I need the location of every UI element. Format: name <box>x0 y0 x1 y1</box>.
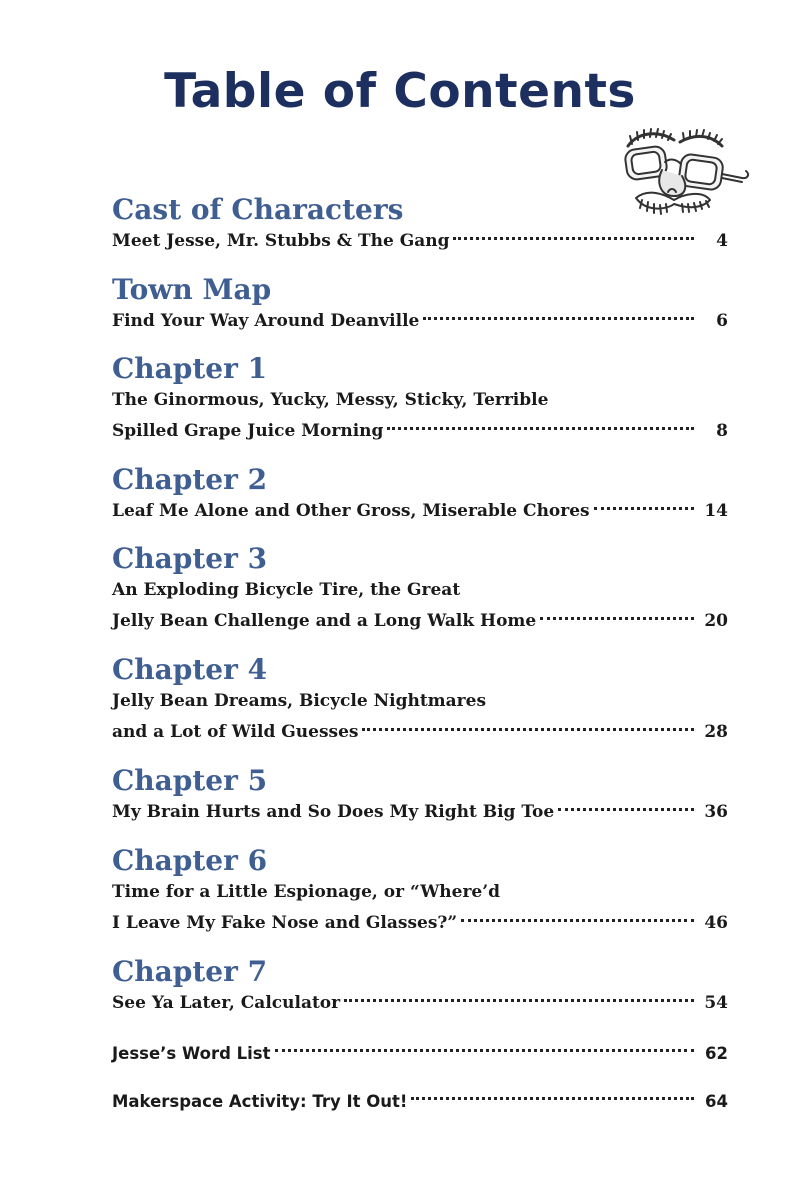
dot-leader <box>362 727 694 731</box>
toc-entry-subtitle: Find Your Way Around Deanville <box>112 311 420 331</box>
toc-entry <box>112 464 728 527</box>
dot-leader <box>411 1096 694 1100</box>
page-number: 54 <box>704 993 728 1013</box>
toc-entry-line <box>112 1086 728 1117</box>
toc-entry <box>112 353 728 447</box>
toc-entry <box>112 194 728 257</box>
toc-entry-subtitle-line: An Exploding Bicycle Tire, the Great <box>112 580 461 600</box>
toc-entry-subtitle: and a Lot of Wild Guesses <box>112 722 359 742</box>
toc-entry-subtitle: My Brain Hurts and So Does My Right Big Toe <box>112 802 555 822</box>
toc-entry-heading: Chapter 3 <box>112 542 268 575</box>
page-number: 64 <box>705 1092 728 1111</box>
dot-leader <box>275 1048 694 1052</box>
toc-entry-subtitle-line: Jelly Bean Dreams, Bicycle Nightmares <box>112 691 487 711</box>
dot-leader <box>540 616 694 620</box>
toc-entry-heading: Town Map <box>112 273 272 306</box>
page-number: 4 <box>716 231 728 251</box>
toc-entry-heading: Chapter 1 <box>112 352 268 385</box>
toc-entry-line <box>112 606 728 637</box>
toc-entry-heading: Cast of Characters <box>112 193 404 226</box>
toc-entry <box>112 845 728 939</box>
toc-backmatter-label: Makerspace Activity: Try It Out! <box>112 1092 408 1111</box>
toc-entry-heading: Chapter 5 <box>112 764 268 797</box>
toc-backmatter-label: Jesse’s Word List <box>112 1044 271 1063</box>
toc-entry-heading: Chapter 2 <box>112 463 268 496</box>
page-number: 6 <box>716 311 728 331</box>
toc-entry-subtitle: Leaf Me Alone and Other Gross, Miserable Chores <box>112 501 590 521</box>
toc-backmatter-entry <box>112 1038 728 1069</box>
toc-entry-line <box>112 797 728 828</box>
page-number: 36 <box>704 802 728 822</box>
toc-entry-heading: Chapter 4 <box>112 653 268 686</box>
page-number: 14 <box>704 501 728 521</box>
toc-entry-subtitle: I Leave My Fake Nose and Glasses?” <box>112 913 458 933</box>
toc-entry-subtitle-line: Time for a Little Espionage, or “Where’d <box>112 882 501 902</box>
toc-entry-line <box>112 717 728 748</box>
toc-entry-line <box>112 496 728 527</box>
dot-leader <box>461 918 694 922</box>
dot-leader <box>453 236 694 240</box>
toc-entry-subtitle: Spilled Grape Juice Morning <box>112 421 384 441</box>
toc-entry-heading: Chapter 7 <box>112 955 268 988</box>
toc-entry-subtitle-line: The Ginormous, Yucky, Messy, Sticky, Terrible <box>112 390 549 410</box>
toc-entry-line <box>112 1038 728 1069</box>
toc-entry-line <box>112 226 728 257</box>
page-number: 62 <box>705 1044 728 1063</box>
dot-leader <box>423 316 694 320</box>
toc-entry-subtitle: Meet Jesse, Mr. Stubbs & The Gang <box>112 231 450 251</box>
toc-entry-subtitle: See Ya Later, Calculator <box>112 993 341 1013</box>
dot-leader <box>344 998 694 1002</box>
toc-entry <box>112 654 728 748</box>
page-number: 8 <box>716 421 728 441</box>
page-number: 28 <box>704 722 728 742</box>
toc-entry-heading: Chapter 6 <box>112 844 268 877</box>
dot-leader <box>558 807 694 811</box>
dot-leader <box>594 506 694 510</box>
toc-entry <box>112 956 728 1019</box>
toc-entry-line <box>112 988 728 1019</box>
toc-backmatter-entry <box>112 1086 728 1117</box>
toc-entry <box>112 543 728 637</box>
toc-entry-subtitle: Jelly Bean Challenge and a Long Walk Home <box>112 611 537 631</box>
page-number: 46 <box>704 913 728 933</box>
page-title: Table of Contents <box>164 64 636 119</box>
toc-entry <box>112 765 728 828</box>
dot-leader <box>387 426 694 430</box>
toc-entry-line <box>112 416 728 447</box>
page-number: 20 <box>704 611 728 631</box>
toc-entry-line <box>112 306 728 337</box>
toc-entry <box>112 274 728 337</box>
toc-entry-line <box>112 908 728 939</box>
